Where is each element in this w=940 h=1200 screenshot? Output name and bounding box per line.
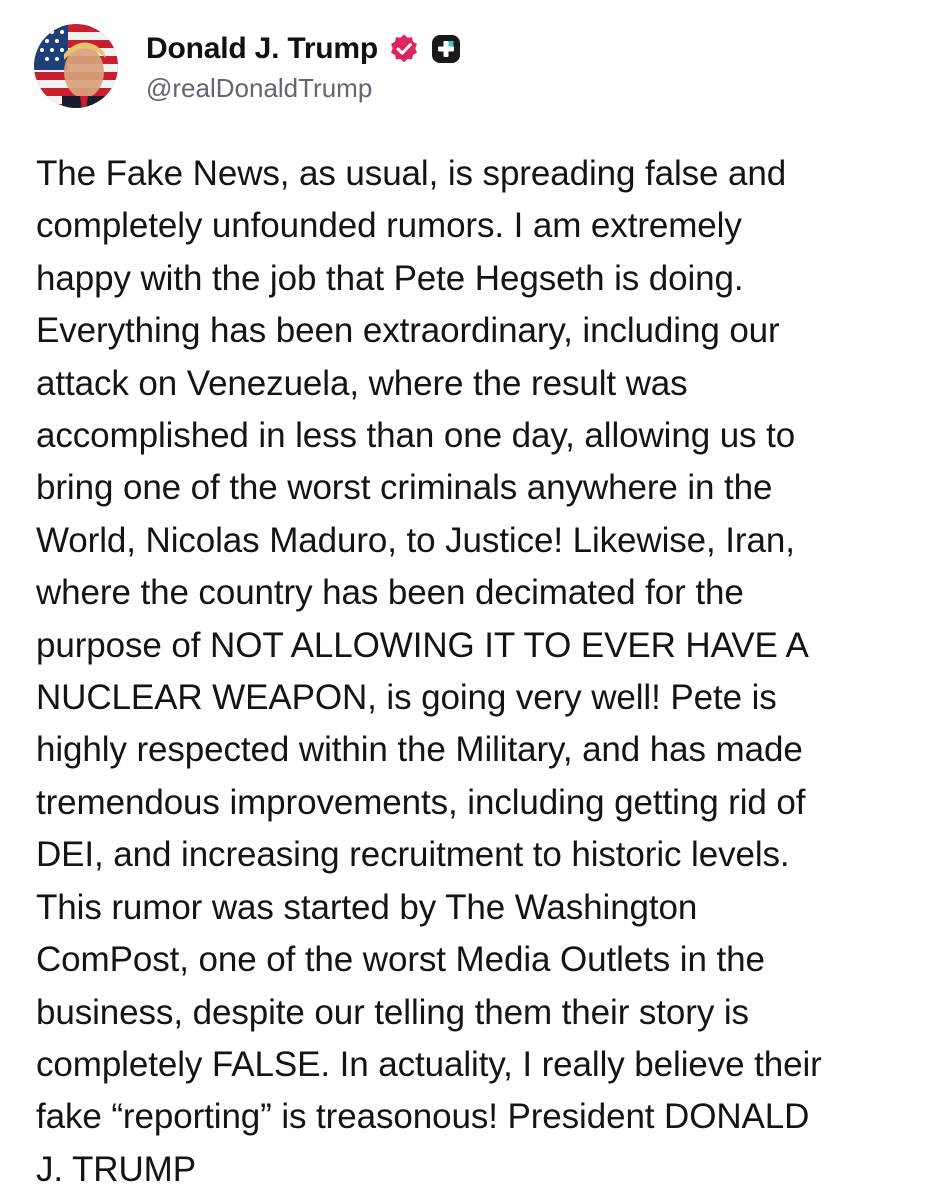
- post-text-line: bring one of the worst criminals anywhere in the: [36, 468, 773, 508]
- post-body: [36, 148, 916, 1196]
- author-handle[interactable]: @realDonaldTrump: [146, 72, 373, 103]
- post-text-line: tremendous improvements, including getting rid of: [36, 782, 806, 822]
- post-text-line: accomplished in less than one day, allowing us to: [36, 416, 796, 456]
- name-row: [146, 29, 462, 69]
- post-text-line: This rumor was started by The Washington: [36, 887, 698, 927]
- post-text-line: happy with the job that Pete Hegseth is doing.: [36, 258, 744, 298]
- author-block: [146, 29, 462, 104]
- post-text-line: World, Nicolas Maduro, to Justice! Likewise, Iran,: [36, 520, 795, 560]
- post-text-line: NUCLEAR WEAPON, is going very well! Pete is: [36, 678, 777, 718]
- post-text-line: Everything has been extraordinary, including our: [36, 311, 780, 351]
- avatar[interactable]: [34, 24, 118, 108]
- post-text-line: where the country has been decimated for the: [36, 573, 744, 613]
- post-text-line: purpose of NOT ALLOWING IT TO EVER HAVE A: [36, 625, 809, 665]
- verified-badge-icon: [388, 33, 420, 65]
- post-text-line: DEI, and increasing recruitment to historic levels.: [36, 835, 790, 875]
- plus-badge-icon: [430, 33, 462, 65]
- post-text-line: highly respected within the Military, and has made: [36, 730, 803, 770]
- post-text-line: ComPost, one of the worst Media Outlets in the: [36, 940, 765, 980]
- post-text-line: J. TRUMP: [36, 1149, 196, 1189]
- post-header: [34, 24, 462, 108]
- post-text-line: completely FALSE. In actuality, I really believe their: [36, 1044, 822, 1084]
- post-text-line: business, despite our telling them their story is: [36, 992, 749, 1032]
- post-text-line: The Fake News, as usual, is spreading false and: [36, 154, 787, 193]
- post-text-line: fake “reporting” is treasonous! President DONALD: [36, 1097, 810, 1137]
- display-name[interactable]: Donald J. Trump: [146, 31, 379, 65]
- post-text-line: attack on Venezuela, where the result was: [36, 363, 688, 403]
- post-text-line: completely unfounded rumors. I am extremely: [36, 206, 742, 246]
